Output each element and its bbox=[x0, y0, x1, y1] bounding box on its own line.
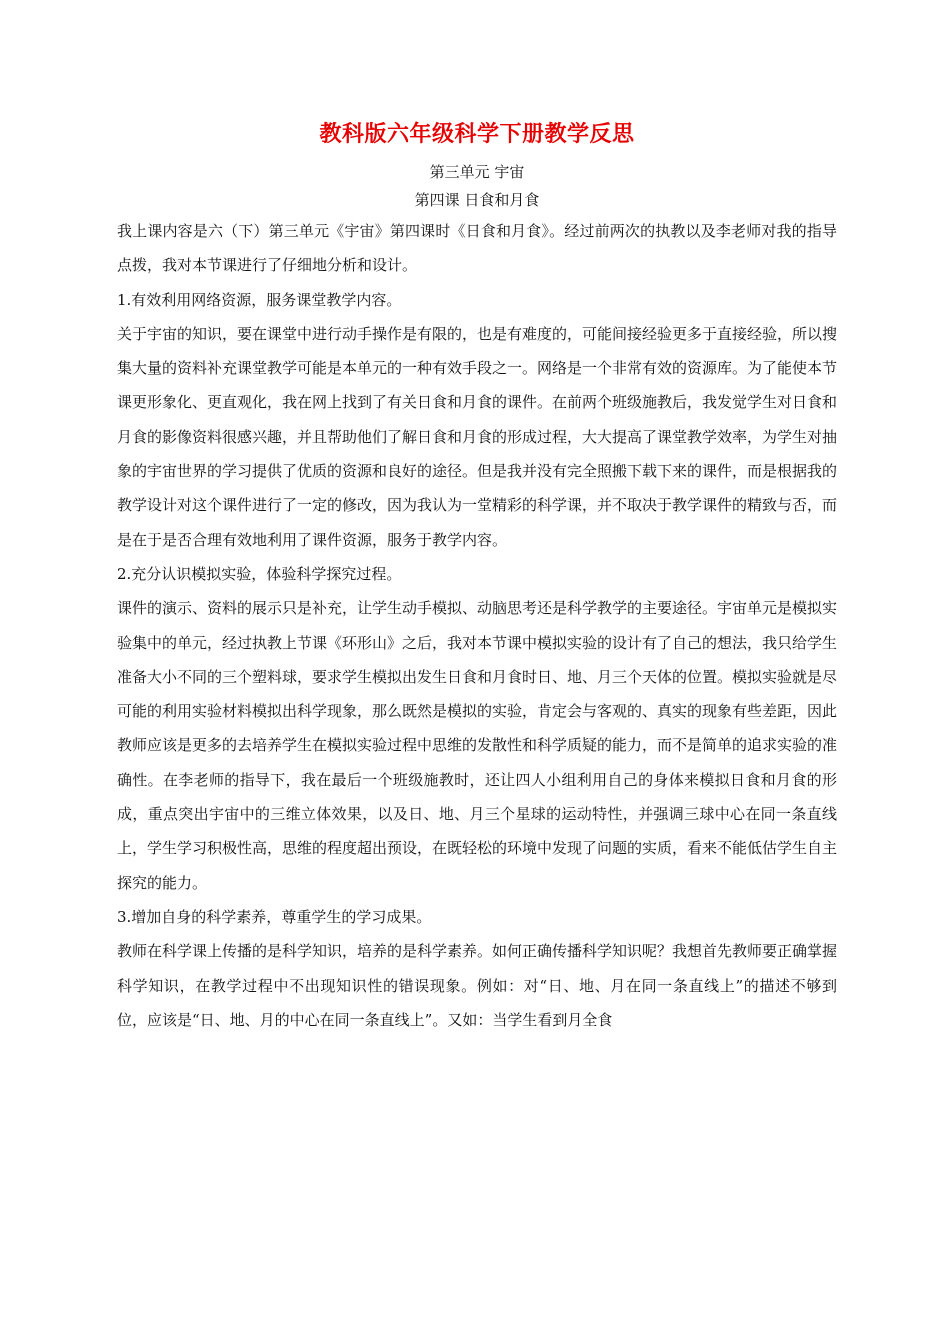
document-page bbox=[117, 118, 837, 1037]
document-title: 教科版六年级科学下册教学反思 bbox=[319, 121, 635, 147]
section-heading-2: 2.充分认识模拟实验，体验科学探究过程。 bbox=[117, 564, 402, 583]
section-body-2: 课件的演示、资料的展示只是补充，让学生动手模拟、动脑思考还是科学教学的主要途径。宇宙单元是模拟实验集中的单元，经过执教上节课《环形山》之后，我对本节课中模拟实验的设计有了自己的想法，我只给学生准备大小不同的三个塑料球，要求学生模拟出发生日食和月食时日、地、月三个天体的位置。模拟实验就是尽可能的利用实验材料模拟出科学现象，那么既然是模拟的实验，肯定会与客观的、真实的现象有些差距，因此教师应该是更多的去培养学生在模拟实验过程中思维的发散性和科学质疑的能力，而不是简单的追求实验的准确性。在李老师的指导下，我在最后一个班级施教时，还让四人小组利用自己的身体来模拟日食和月食的形成，重点突出宇宙中的三维立体效果，以及日、地、月三个星球的运动特性，并强调三球中心在同一条直线上，学生学习积极性高，思维的程度超出预设，在既轻松的环境中发现了问题的实质，看来不能低估学生自主探究的能力。 bbox=[117, 599, 838, 892]
section-body-1: 关于宇宙的知识，要在课堂中进行动手操作是有限的，也是有难度的，可能间接经验更多于直接经验，所以搜集大量的资料补充课堂教学可能是本单元的一种有效手段之一。网络是一个非常有效的资源库。为了能使本节课更形象化、更直观化，我在网上找到了有关日食和月食的课件。在前两个班级施教后，我发觉学生对日食和月食的影像资料很感兴趣，并且帮助他们了解日食和月食的形成过程，大大提高了课堂教学效率，为学生对抽象的宇宙世界的学习提供了优质的资源和良好的途径。但是我并没有完全照搬下载下来的课件，而是根据我的教学设计对这个课件进行了一定的修改，因为我认为一堂精彩的科学课，并不取决于教学课件的精致与否，而是在于是否合理有效地利用了课件资源，服务于教学内容。 bbox=[117, 324, 838, 549]
intro-paragraph: 我上课内容是六（下）第三单元《宇宙》第四课时《日食和月食》。经过前两次的执教以及李老师对我的指导点拨，我对本节课进行了仔细地分析和设计。 bbox=[117, 222, 837, 275]
section-body-3: 教师在科学课上传播的是科学知识，培养的是科学素养。如何正确传播科学知识呢？我想首先教师要正确掌握科学知识，在教学过程中不出现知识性的错误现象。例如：对“日、地、月在同一条直线上”的描述不够到位，应该是“日、地、月的中心在同一条直线上”。又如：当学生看到月全食 bbox=[117, 942, 838, 1029]
section-heading-1: 1.有效利用网络资源，服务课堂教学内容。 bbox=[117, 290, 402, 309]
unit-subtitle: 第三单元 宇宙 bbox=[429, 163, 525, 181]
lesson-subtitle: 第四课 日食和月食 bbox=[414, 191, 540, 209]
section-heading-3: 3.增加自身的科学素养，尊重学生的学习成果。 bbox=[117, 907, 432, 926]
